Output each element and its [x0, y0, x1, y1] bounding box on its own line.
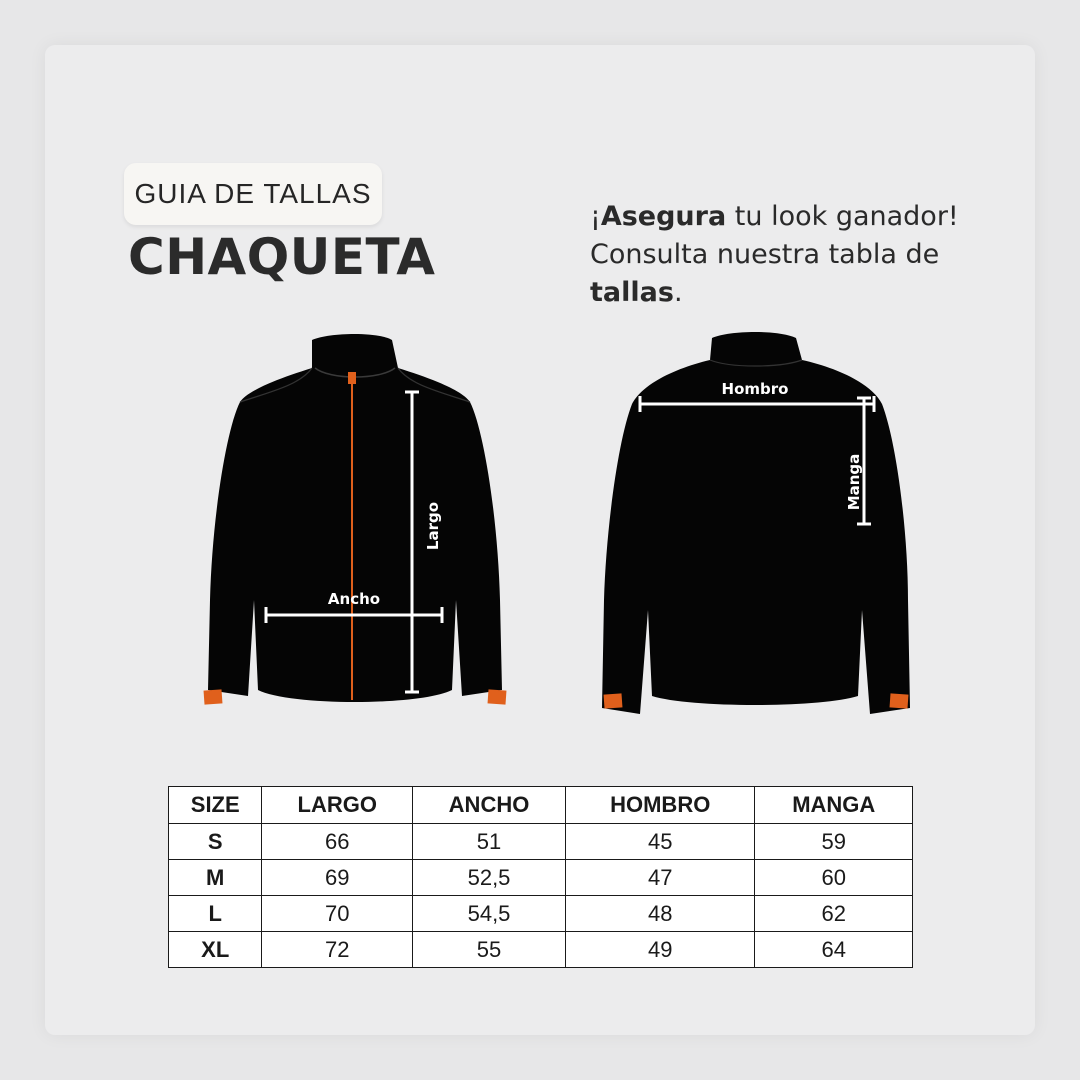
largo-cell: 69 — [262, 860, 413, 896]
size-cell: L — [169, 896, 262, 932]
header-manga: MANGA — [755, 787, 913, 824]
hombro-cell: 49 — [565, 932, 755, 968]
cuff-accent-right-back — [890, 693, 909, 708]
manga-cell: 60 — [755, 860, 913, 896]
header-largo: LARGO — [262, 787, 413, 824]
largo-label: Largo — [424, 501, 442, 551]
manga-cell: 62 — [755, 896, 913, 932]
jacket-front — [204, 334, 507, 705]
manga-cell: 64 — [755, 932, 913, 968]
header-hombro: HOMBRO — [565, 787, 755, 824]
table-row — [169, 932, 913, 968]
size-guide-badge-text: GUIA DE TALLAS — [134, 178, 372, 209]
cuff-accent-right-front — [488, 689, 507, 704]
table-row — [169, 860, 913, 896]
jacket-front-body — [208, 334, 502, 702]
manga-cell: 59 — [755, 824, 913, 860]
table-row — [169, 896, 913, 932]
cuff-accent-left-front — [204, 689, 223, 704]
jacket-back — [602, 332, 910, 714]
zipper-pull — [348, 372, 356, 384]
cuff-accent-left-back — [604, 693, 623, 708]
size-cell: M — [169, 860, 262, 896]
header-size: SIZE — [169, 787, 262, 824]
hombro-cell: 47 — [565, 860, 755, 896]
tagline-part3: . — [673, 277, 683, 308]
largo-cell: 66 — [262, 824, 413, 860]
ancho-cell: 51 — [413, 824, 566, 860]
size-table — [168, 786, 913, 968]
tagline-bold-asegura: Asegura — [600, 201, 727, 232]
ancho-label: Ancho — [327, 590, 381, 608]
ancho-cell: 52,5 — [413, 860, 566, 896]
tagline-part2: tu look ganador! Consulta nuestra tabla de — [590, 201, 959, 270]
manga-label: Manga — [845, 453, 863, 511]
tagline-part1: ¡ — [590, 201, 601, 232]
page-title: CHAQUETA — [128, 228, 436, 286]
hombro-cell: 48 — [565, 896, 755, 932]
table-row — [169, 824, 913, 860]
ancho-cell: 55 — [413, 932, 566, 968]
header-ancho: ANCHO — [413, 787, 566, 824]
hombro-label: Hombro — [721, 380, 789, 398]
size-cell: XL — [169, 932, 262, 968]
table-header-row — [169, 787, 913, 824]
ancho-cell: 54,5 — [413, 896, 566, 932]
largo-cell: 70 — [262, 896, 413, 932]
hombro-cell: 45 — [565, 824, 755, 860]
tagline-bold-tallas: tallas — [590, 277, 674, 308]
size-cell: S — [169, 824, 262, 860]
largo-cell: 72 — [262, 932, 413, 968]
